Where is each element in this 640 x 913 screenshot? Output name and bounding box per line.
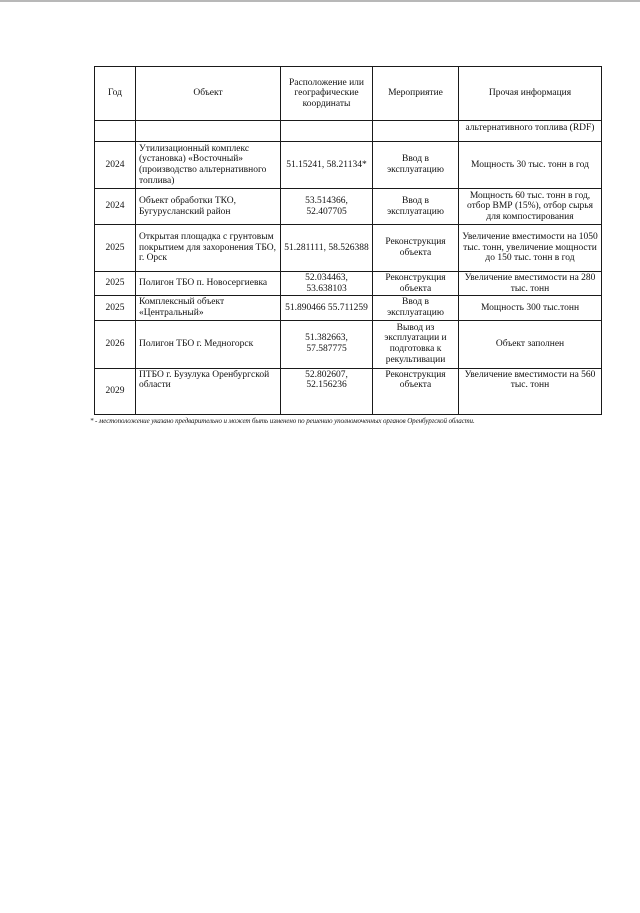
year-cell: 2024 <box>95 189 136 225</box>
action-cell: Реконструкция объекта <box>373 225 459 272</box>
page-top-edge <box>0 0 640 2</box>
year-cell: 2029 <box>95 368 136 414</box>
info-cell: Мощность 300 тыс.тонн <box>459 296 602 320</box>
year-cell: 2024 <box>95 142 136 189</box>
continuation-info-cell: альтернативного топлива (RDF) <box>459 121 602 142</box>
year-cell: 2026 <box>95 320 136 368</box>
year-cell: 2025 <box>95 272 136 296</box>
info-cell: Объект заполнен <box>459 320 602 368</box>
object-cell: ПТБО г. Бузулука Оренбургской области <box>136 368 281 414</box>
action-cell: Реконструкция объекта <box>373 272 459 296</box>
object-cell: Полигон ТБО г. Медногорск <box>136 320 281 368</box>
action-cell: Ввод в эксплуатацию <box>373 142 459 189</box>
table-header-row <box>95 67 602 121</box>
table-row <box>95 296 602 320</box>
location-cell: 51.15241, 58.21134* <box>281 142 373 189</box>
action-cell: Вывод из эксплуатации и подготовка к рекультивации <box>373 320 459 368</box>
header-action: Мероприятие <box>373 67 459 121</box>
info-cell: Мощность 30 тыс. тонн в год <box>459 142 602 189</box>
table-cell <box>373 121 459 142</box>
location-cell: 51.382663, 57.587775 <box>281 320 373 368</box>
footnote: * - местоположение указано предварительно и может быть изменено по решению уполномоченных органов Оренбургской области. <box>90 417 475 425</box>
year-cell: 2025 <box>95 225 136 272</box>
object-cell: Открытая площадка с грунтовым покрытием для захоронения ТБО, г. Орск <box>136 225 281 272</box>
header-location: Расположение или географические координаты <box>281 67 373 121</box>
header-year: Год <box>95 67 136 121</box>
object-cell: Объект обработки ТКО, Бугурусланский район <box>136 189 281 225</box>
location-cell: 52.802607, 52.156236 <box>281 368 373 414</box>
table-cell <box>136 121 281 142</box>
table-cell <box>281 121 373 142</box>
header-info: Прочая информация <box>459 67 602 121</box>
continuation-row <box>95 121 602 142</box>
object-cell: Полигон ТБО п. Новосергиевка <box>136 272 281 296</box>
location-cell: 52.034463, 53.638103 <box>281 272 373 296</box>
info-cell: Увеличение вместимости на 560 тыс. тонн <box>459 368 602 414</box>
info-cell: Увеличение вместимости на 280 тыс. тонн <box>459 272 602 296</box>
action-cell: Ввод в эксплуатацию <box>373 189 459 225</box>
action-cell: Реконструкция объекта <box>373 368 459 414</box>
table-row <box>95 142 602 189</box>
year-cell: 2025 <box>95 296 136 320</box>
table-cell <box>95 121 136 142</box>
header-object: Объект <box>136 67 281 121</box>
location-cell: 51.890466 55.711259 <box>281 296 373 320</box>
table-row <box>95 189 602 225</box>
info-cell: Увеличение вместимости на 1050 тыс. тонн, увеличение мощности до 150 тыс. тонн в год <box>459 225 602 272</box>
table-row <box>95 368 602 414</box>
location-cell: 51.281111, 58.526388 <box>281 225 373 272</box>
table-row <box>95 272 602 296</box>
table-row <box>95 225 602 272</box>
object-cell: Утилизационный комплекс (установка) «Восточный» (производство альтернативного топлива) <box>136 142 281 189</box>
action-cell: Ввод в эксплуатацию <box>373 296 459 320</box>
location-cell: 53.514366, 52.407705 <box>281 189 373 225</box>
facilities-table <box>94 66 602 415</box>
info-cell: Мощность 60 тыс. тонн в год, отбор ВМР (15%), отбор сырья для компостирования <box>459 189 602 225</box>
object-cell: Комплексный объект «Центральный» <box>136 296 281 320</box>
table-row <box>95 320 602 368</box>
